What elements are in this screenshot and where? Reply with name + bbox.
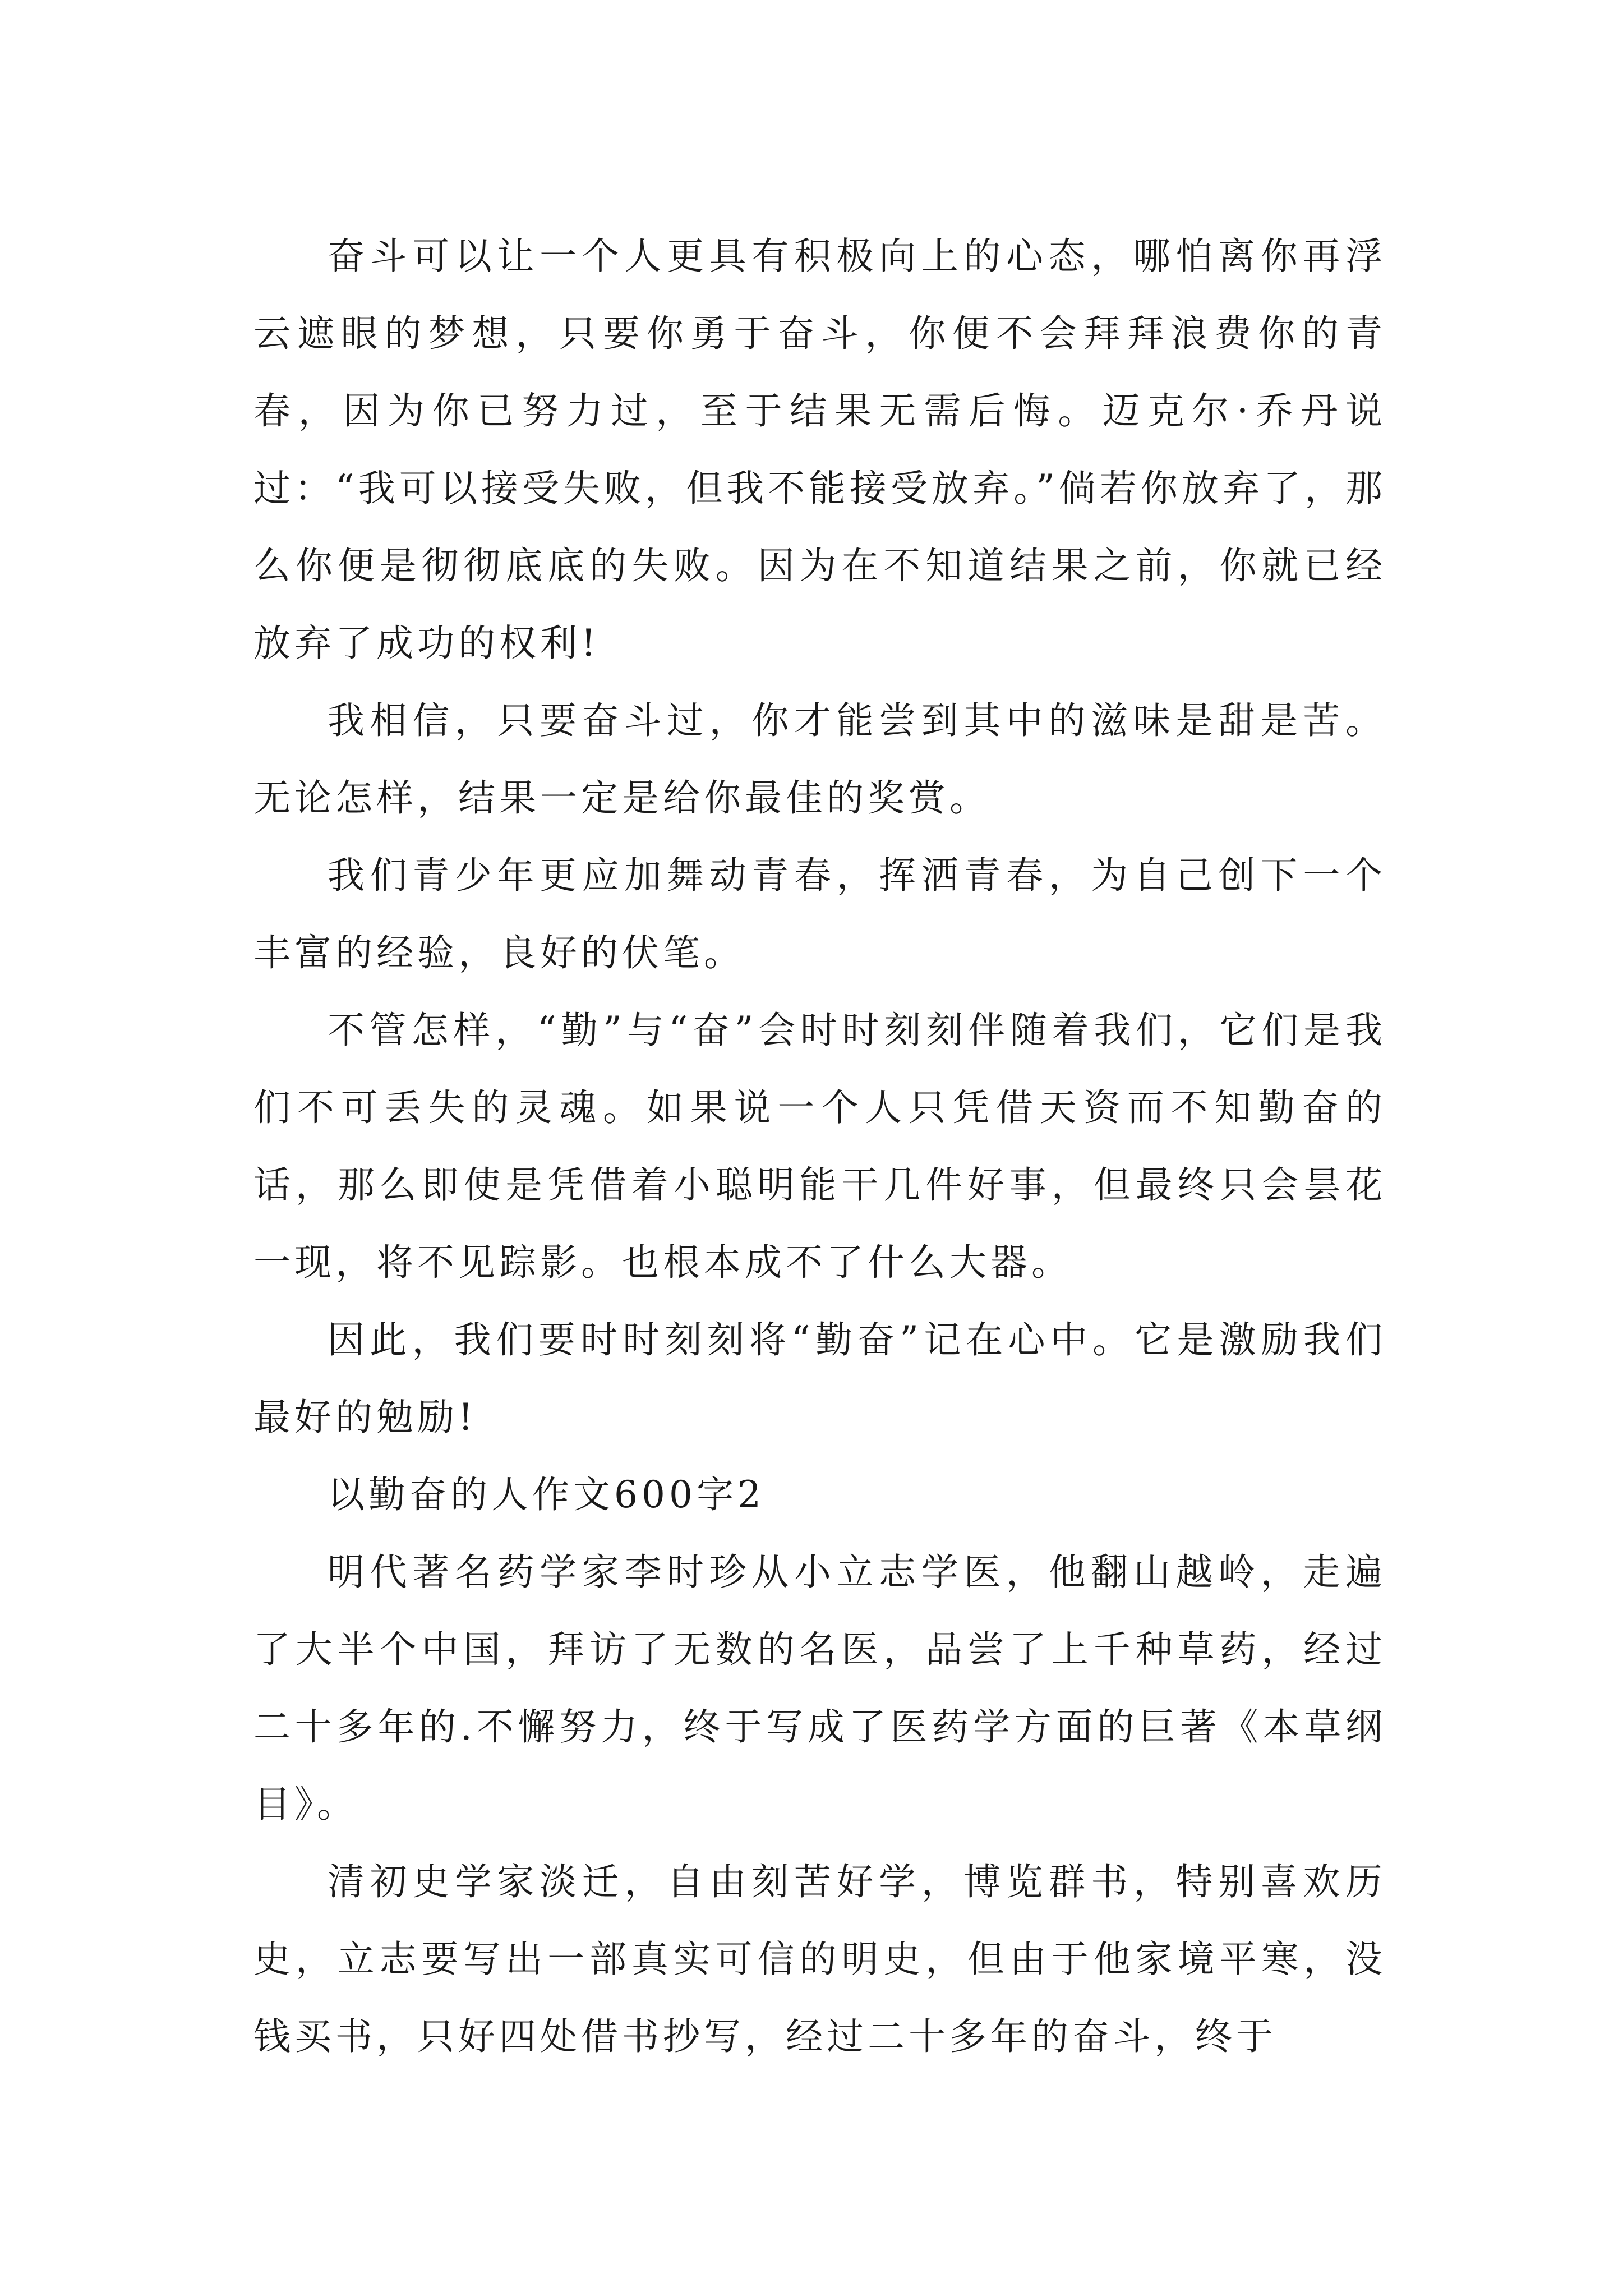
paragraph-5: 因此，我们要时时刻刻将“勤奋”记在心中。它是激励我们最好的勉励! — [253, 1318, 1386, 1439]
paragraph-3: 我们青少年更应加舞动青春，挥洒青春，为自己创下一个丰富的经验，良好的伏笔。 — [253, 854, 1386, 974]
paragraph-4: 不管怎样，“勤”与“奋”会时时刻刻伴随着我们，它们是我们不可丢失的灵魂。如果说一个人只凭借天资而不知勤奋的话，那么即使是凭借着小聪明能干几件好事，但最终只会昙花一现，将不见踪影。也根本成不了什么大器。 — [253, 1009, 1386, 1284]
paragraph-1: 奋斗可以让一个人更具有积极向上的心态，哪怕离你再浮云遮眼的梦想，只要你勇于奋斗，你便不会拜拜浪费你的青春，因为你已努力过，至于结果无需后悔。迈克尔·乔丹说过：“我可以接受失败，但我不能接受放弃。”倘若你放弃了，那么你便是彻彻底底的失败。因为在不知道结果之前，你就已经放弃了成功的权利! — [253, 234, 1386, 665]
paragraph-6: 明代著名药学家李时珍从小立志学医，他翻山越岭，走遍了大半个中国，拜访了无数的名医，品尝了上千种草药，经过二十多年的.不懈努力，终于写成了医药学方面的巨著《本草纲目》。 — [253, 1550, 1386, 1826]
paragraph-7: 清初史学家淡迁，自由刻苦好学，博览群书，特别喜欢历史，立志要写出一部真实可信的明史，但由于他家境平寒，没钱买书，只好四处借书抄写，经过二十多年的奋斗，终于 — [253, 1860, 1386, 2058]
section-heading: 以勤奋的人作文600字2 — [328, 1473, 765, 1516]
paragraph-2: 我相信，只要奋斗过，你才能尝到其中的滋味是甜是苦。无论怎样，结果一定是给你最佳的奖赏。 — [253, 699, 1386, 820]
document-body — [253, 218, 1386, 2076]
